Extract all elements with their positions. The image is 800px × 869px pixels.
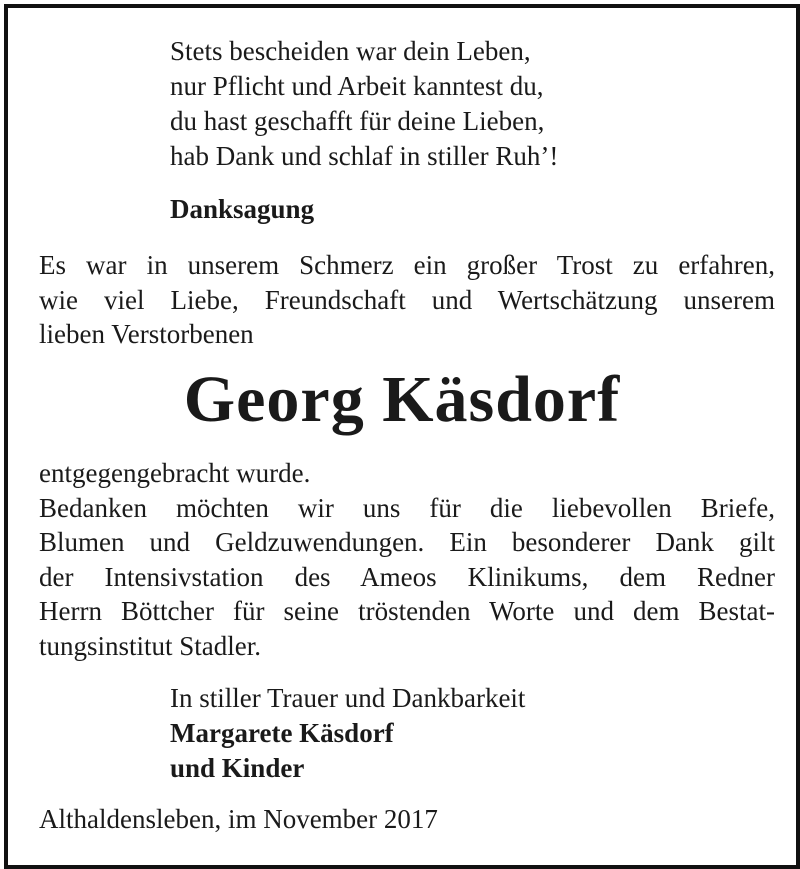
- closing-phrase: In stiller Trauer und Dankbarkeit: [170, 683, 526, 713]
- notice-heading: Danksagung: [170, 194, 315, 224]
- place-and-date: Althaldensleben, im November 2017: [39, 804, 438, 834]
- thanks-paragraph: [39, 456, 775, 663]
- poem-line: hab Dank und schlaf in stiller Ruh’!: [170, 141, 559, 171]
- paragraph-line: der Intensivstation des Ameos Klinikums, dem Redner: [39, 561, 775, 592]
- paragraph-line: Bedanken möchten wir uns für die liebevollen Briefe,: [39, 492, 775, 523]
- poem-line: nur Pflicht und Arbeit kanntest du,: [170, 71, 544, 101]
- poem-line: Stets bescheiden war dein Leben,: [170, 36, 531, 66]
- signer-name: Margarete Käsdorf: [170, 718, 394, 748]
- closing-block: [170, 681, 525, 786]
- memorial-poem: [170, 34, 558, 174]
- paragraph-line: lieben Verstorbenen: [39, 319, 254, 349]
- obituary-notice: [4, 4, 800, 869]
- paragraph-line: Es war in unserem Schmerz ein großer Trost zu erfahren,: [39, 250, 775, 280]
- signer-family: und Kinder: [170, 753, 305, 783]
- paragraph-line: entgegengebracht wurde.: [39, 458, 311, 488]
- paragraph-line: Herrn Böttcher für seine tröstenden Worte und dem Bestat-: [39, 596, 775, 626]
- paragraph-line: tungsinstitut Stadler.: [39, 630, 262, 661]
- deceased-name: Georg Käsdorf: [183, 363, 621, 436]
- paragraph-line: wie viel Liebe, Freundschaft und Wertschätzung unserem: [39, 284, 775, 315]
- intro-paragraph: [39, 248, 775, 352]
- poem-line: du hast geschafft für deine Lieben,: [170, 106, 545, 136]
- paragraph-line: Blumen und Geldzuwendungen. Ein besonderer Dank gilt: [39, 527, 775, 557]
